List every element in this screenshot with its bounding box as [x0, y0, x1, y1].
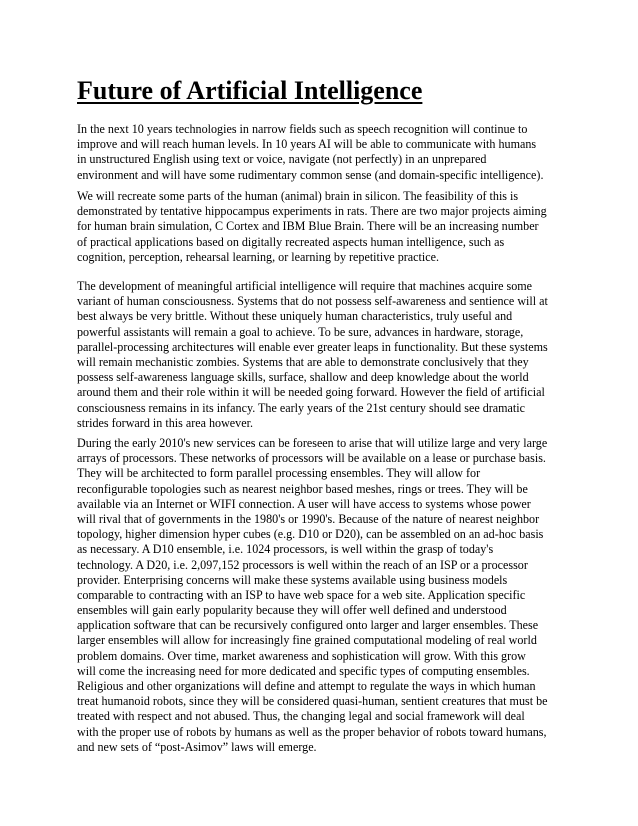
text-line: with the proper use of robots by humans as well as the proper behavior of robots toward humans,: [77, 724, 547, 739]
text-line: cognition, perception, rehearsal learning, or learning by repetitive practice.: [77, 249, 439, 264]
text-line: around them and their role within it will be needed going forward. However the field of artificial: [77, 385, 545, 400]
text-line: improve and will reach human levels. In 10 years AI will be able to communicate with humans: [77, 137, 537, 152]
text-line: will come the increasing need for more dedicated and specific types of computing ensembles.: [77, 663, 530, 678]
text-line: larger ensembles will allow for increasingly fine grained computational modeling of real world: [77, 633, 537, 648]
text-line: ensembles will gain early popularity because they will offer well defined and understood: [77, 603, 507, 618]
text-line: powerful assistants will remain a goal to achieve. To be sure, advances in hardware, storage,: [77, 324, 524, 339]
text-line: parallel-processing architectures will enable ever greater leaps in functionality. But these systems: [77, 339, 548, 354]
text-line: for human brain simulation, C Cortex and IBM Blue Brain. There will be an increasing number: [77, 219, 539, 234]
text-line: will rival that of governments in the 1980's or 1990's. Because of the nature of nearest neighbor: [77, 511, 540, 526]
text-line: variant of human consciousness. Systems that do not possess self-awareness and sentience will at: [77, 294, 548, 309]
text-line: We will recreate some parts of the human (animal) brain in silicon. The feasibility of this is: [77, 189, 519, 203]
text-line: available via an Internet or WIFI connection. A user will have access to systems whose power: [77, 496, 531, 511]
text-line: During the early 2010's new services can be foreseen to arise that will utilize large and very large: [77, 436, 548, 450]
text-line: In the next 10 years technologies in narrow fields such as speech recognition will continue to: [77, 122, 528, 136]
text-line: treated with respect and not abused. Thus, the changing legal and social framework will deal: [77, 709, 525, 724]
text-line: possess self-awareness language skills, surface, shallow and deep knowledge about the world: [77, 370, 529, 385]
text-line: as necessary. A D10 ensemble, i.e. 1024 processors, is well within the grasp of today's: [77, 542, 494, 557]
paragraph-processor-ensembles: [77, 436, 548, 755]
paragraph-brain-in-silicon: [77, 189, 547, 265]
paragraph-machine-consciousness: [77, 279, 548, 431]
text-line: reconfigurable topologies such as nearest neighbor based meshes, rings or trees. They will be: [77, 481, 528, 496]
text-line: They will be architected to form parallel processing ensembles. They will allow for: [77, 466, 481, 481]
text-line: The development of meaningful artificial intelligence will require that machines acquire some: [77, 279, 533, 293]
text-line: strides forward in this area however.: [77, 415, 253, 430]
text-line: arrays of processors. These networks of processors will be available on a lease or purchase basis.: [77, 451, 546, 466]
text-line: treat humanoid robots, since they will be considered quasi-human, sentient creatures that must be: [77, 694, 548, 709]
text-line: environment and will have some rudimentary common sense (and domain-specific intelligence).: [77, 167, 544, 182]
text-line: will remain mechanistic zombies. Systems that are able to demonstrate conclusively that they: [77, 354, 529, 369]
paragraph-ai-next-10-years: [77, 122, 543, 183]
text-line: Religious and other organizations will define and attempt to regulate the ways in which human: [77, 679, 536, 693]
text-line: demonstrated by tentative hippocampus experiments in rats. There are two major projects aiming: [77, 204, 547, 219]
text-line: technology. A D20, i.e. 2,097,152 processors is well within the reach of an ISP or a processor: [77, 557, 528, 572]
text-line: and new sets of “post-Asimov” laws will emerge.: [77, 739, 317, 754]
document-title: Future of Artificial Intelligence: [77, 76, 423, 105]
text-line: application software that can be recursively configured onto larger and larger ensembles. These: [77, 618, 539, 633]
text-line: of practical applications based on digitally recreated aspects human intelligence, such as: [77, 234, 505, 249]
text-line: provider. Enterprising concerns will make these systems available using business models: [77, 572, 508, 587]
text-line: best always be very brittle. Without these uniquely human characteristics, truly useful and: [77, 309, 513, 324]
text-line: problem domains. Over time, market awareness and sophistication will grow. With this grow: [77, 648, 526, 663]
text-line: topology, higher dimension hyper cubes (e.g. D10 or D20), can be assembled on an ad-hoc basis: [77, 527, 544, 542]
text-line: consciousness remains in its infancy. The early years of the 21st century should see dramatic: [77, 400, 526, 415]
text-line: comparable to contracting with an ISP to have web space for a web site. Application specific: [77, 587, 526, 602]
text-line: in unstructured English using text or voice, navigate (not perfectly) in an unprepared: [77, 152, 487, 167]
